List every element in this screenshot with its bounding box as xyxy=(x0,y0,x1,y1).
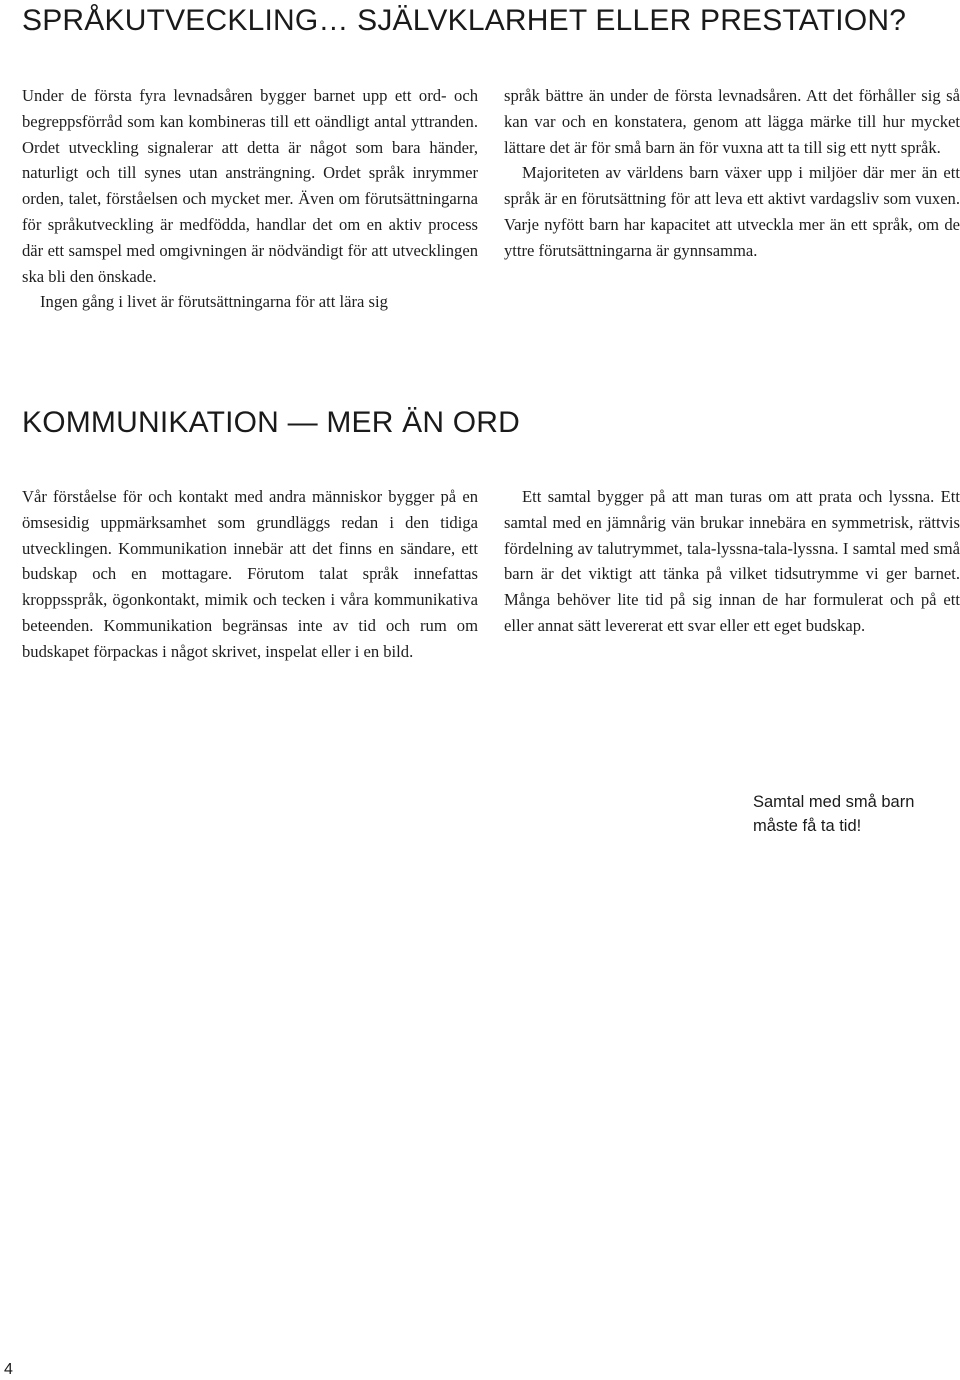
section2-left-column xyxy=(22,484,478,665)
section1-left-column xyxy=(22,83,478,315)
body-paragraph: Vår förståelse för och kontakt med andra människor bygger på en ömsesidig uppmärksamhet som grundläggs redan i den tidiga utvecklingen. Kommunikation innebär att det finns en sändare, ett budskap och en mottagare. Förutom talat språk innefattas kroppsspråk, ögonkontakt, mimik och tecken i våra kommunikativa beteenden. Kommunikation begränsas inte av tid och rum om budskapet förpackas i något skrivet, inspelat eller i en bild. xyxy=(22,487,478,661)
caption-line: Samtal med små barn xyxy=(753,793,915,811)
body-paragraph: språk bättre än under de första levnadsåren. Att det förhåller sig så kan var och en konstatera, genom att lägga märke till hur mycket lättare det är för små barn än för vuxna att ta till sig ett nytt språk. xyxy=(504,86,960,157)
body-paragraph: Ett samtal bygger på att man turas om att prata och lyssna. Ett samtal med en jämnårig vän brukar innebära en symmetrisk, rättvis fördelning av talutrymmet, tala-lyssna-tala-lyssna. I samtal med små barn är det viktigt att tänka på vilket tidsutrymme vi ger barnet. Många behöver lite tid på sig innan de har formulerat och på ett eller annat sätt levererat ett svar eller ett eget budskap. xyxy=(504,487,960,635)
section1-right-column xyxy=(504,83,960,264)
section2-right-column xyxy=(504,484,960,639)
body-paragraph: Ingen gång i livet är förutsättningarna för att lära sig xyxy=(40,292,388,312)
section-heading-kommunikation: KOMMUNIKATION — MER ÄN ORD xyxy=(22,406,520,439)
pull-quote-caption xyxy=(753,790,953,838)
page-number: 4 xyxy=(4,1361,13,1378)
caption-line: måste få ta tid! xyxy=(753,817,862,835)
body-paragraph: Under de första fyra levnadsåren bygger barnet upp ett ord- och begreppsförråd som kan kombineras till ett oändligt antal yttranden. Ordet utveckling signalerar att detta är något som bara händer, naturligt och till synes utan ansträngning. Ordet språk inrymmer orden, talet, förståelsen och mycket mer. Även om förutsättningarna för språkutveckling är medfödda, handlar det om en aktiv process där ett samspel med omgivningen är nödvändigt för att utvecklingen ska bli den önskade. xyxy=(22,86,478,286)
section-heading-sprakutveckling: SPRÅKUTVECKLING… SJÄLVKLARHET ELLER PRESTATION? xyxy=(22,4,907,37)
body-paragraph: Majoriteten av världens barn växer upp i miljöer där mer än ett språk är en förutsättning för att leva ett aktivt vardagsliv som vuxen. Varje nyfött barn har kapacitet att utveckla mer än ett språk, om de yttre förutsättningarna är gynnsamma. xyxy=(504,163,960,260)
